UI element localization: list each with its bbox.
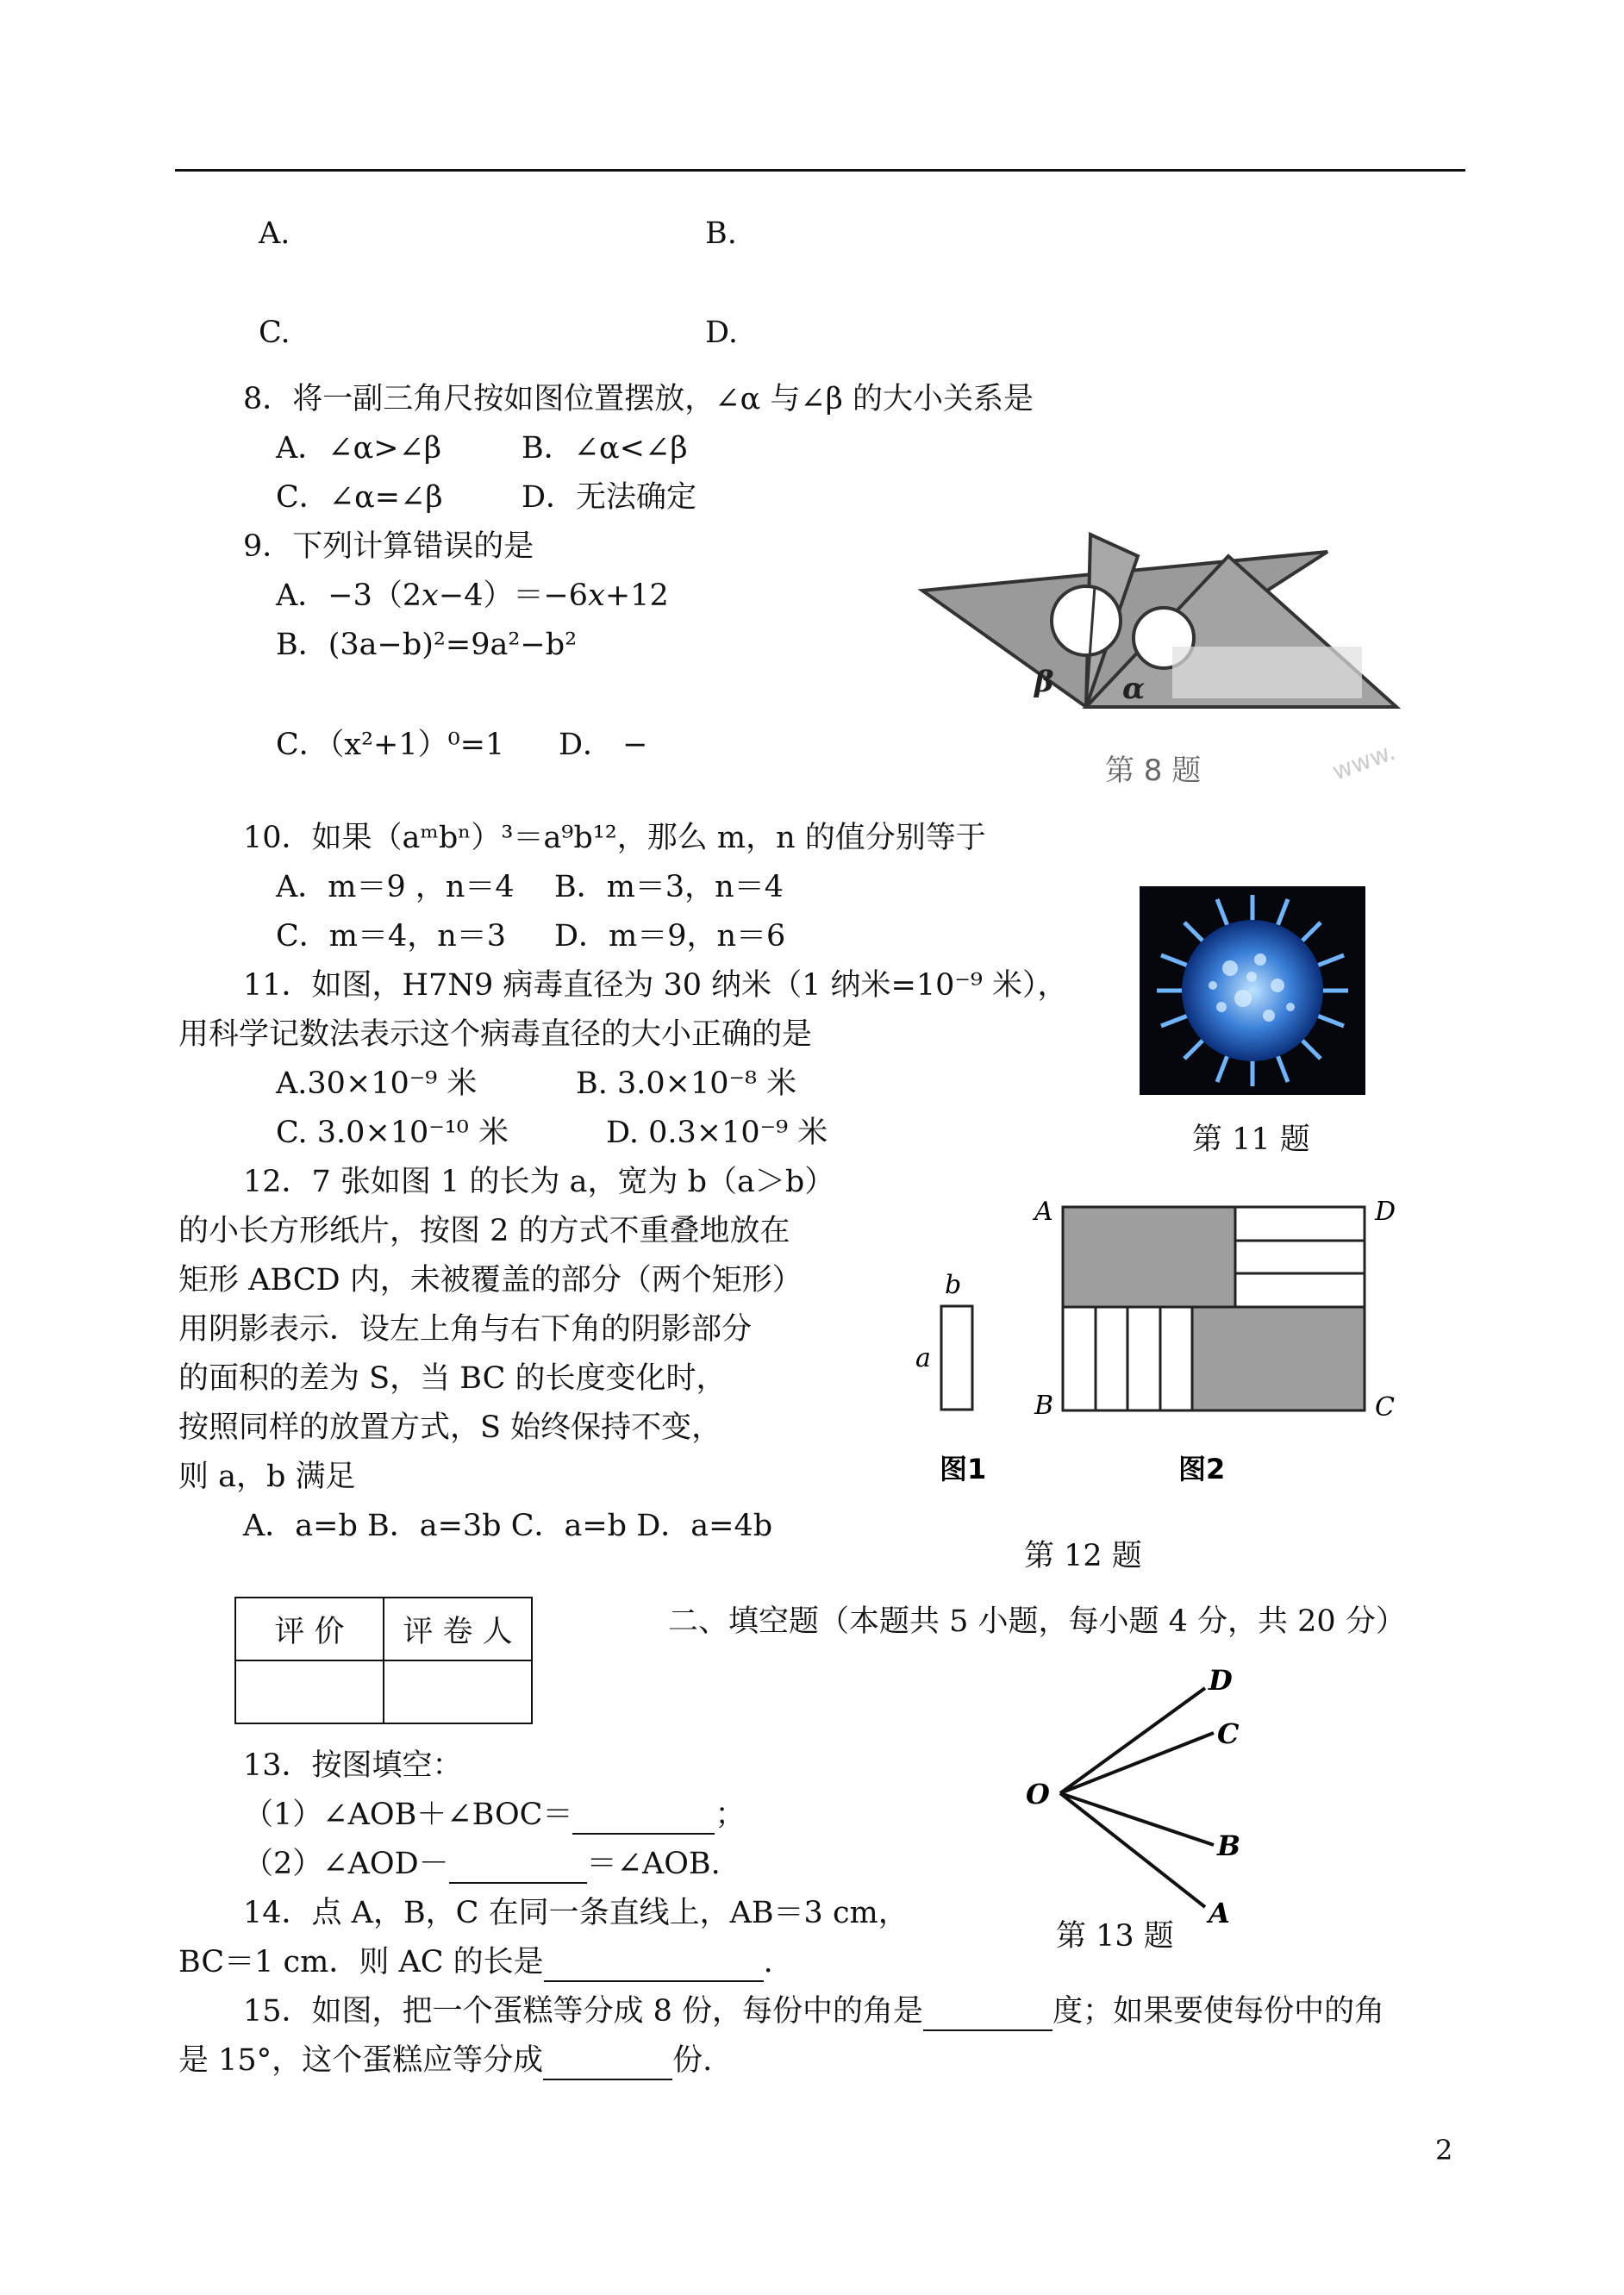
header-rule: [175, 169, 1465, 172]
q11-option-a: A.30×10⁻⁹ 米: [276, 1066, 478, 1101]
q12-fig1-rect: [941, 1306, 972, 1410]
q9-stem: 9．下列计算错误的是: [243, 529, 534, 564]
q14-line2: [178, 1944, 773, 1982]
q7-option-b: B.: [705, 216, 737, 251]
virus-body: [1182, 920, 1323, 1061]
q14-line2-end: .: [763, 1945, 773, 1979]
q15-line1-end: 度；如果要使每份中的角: [1052, 1994, 1385, 2029]
grading-table: [234, 1597, 533, 1724]
q12-fig1-a: a: [915, 1343, 931, 1373]
q9-a-tail: +12: [604, 578, 669, 613]
q8-hole-left: [1052, 586, 1121, 655]
q15-line2-text: 是 15°，这个蛋糕应等分成: [178, 2043, 544, 2078]
q9-a-var: x: [422, 578, 439, 613]
q12-line6: 按照同样的放置方式，S 始终保持不变，: [178, 1410, 722, 1445]
grading-header-score: 评 价: [235, 1598, 384, 1660]
q15-line2: [178, 2042, 712, 2080]
q13-part2-text: （2）∠AOD－: [243, 1847, 449, 1881]
q14-blank[interactable]: [544, 1944, 764, 1982]
q7-option-c: C.: [259, 316, 290, 350]
q12-line2: 的小长方形纸片，按图 2 的方式不重叠地放在: [178, 1214, 790, 1248]
q13-part1-end: ；: [715, 1798, 746, 1832]
q12-figures: [905, 1190, 1396, 1500]
q8-option-c: C．∠α=∠β: [276, 480, 443, 515]
q12-line1: 12．7 张如图 1 的长为 a，宽为 b（a＞b）: [243, 1165, 835, 1199]
q12-fig2-label-b: B: [1034, 1391, 1054, 1421]
grading-header-grader: 评 卷 人: [384, 1598, 532, 1660]
q9-a-var2: x: [588, 578, 605, 613]
q10-stem: 10．如果（aᵐbⁿ）³＝a⁹b¹²，那么 m，n 的值分别等于: [243, 821, 986, 855]
q11-caption: 第 11 题: [1192, 1122, 1310, 1157]
q9-a-part2: −4）＝−6: [438, 578, 589, 613]
q8-option-d: D．无法确定: [522, 480, 697, 515]
q12-caption: 第 12 题: [1024, 1539, 1142, 1573]
virus-image: [1140, 886, 1365, 1095]
q12-fig2-shade-bottomright: [1192, 1307, 1365, 1410]
q13-stem: 13．按图填空：: [243, 1748, 463, 1783]
q13-caption: 第 13 题: [1056, 1919, 1174, 1954]
grading-cell-score[interactable]: [235, 1660, 384, 1723]
q13-label-c: C: [1217, 1717, 1240, 1750]
q8-triangles-figure: [879, 491, 1448, 802]
q12-line7: 则 a，b 满足: [178, 1460, 356, 1494]
grading-cell-grader[interactable]: [384, 1660, 532, 1723]
q11-stem-line1: 11．如图，H7N9 病毒直径为 30 纳米（1 纳米=10⁻⁹ 米），: [243, 968, 1068, 1003]
q12-fig2-caption: 图2: [1178, 1453, 1226, 1485]
q13-rays-figure: [1017, 1664, 1276, 1931]
q13-blank-1[interactable]: [572, 1797, 715, 1835]
q10-option-d: D．m＝9，n＝6: [554, 919, 786, 954]
q15-blank-2[interactable]: [543, 2042, 672, 2080]
q13-label-o: O: [1026, 1778, 1050, 1810]
q7-option-d: D.: [705, 316, 738, 350]
q11-option-d: D. 0.3×10⁻⁹ 米: [606, 1116, 828, 1150]
q13-part1: [243, 1797, 745, 1835]
q15-blank-1[interactable]: [923, 1993, 1052, 2031]
q7-option-a: A.: [259, 216, 290, 251]
q12-fig2-label-a: A: [1034, 1197, 1053, 1227]
q13-part2: [243, 1846, 721, 1884]
q13-label-d: D: [1209, 1664, 1233, 1697]
q8-watermark-blot: [1172, 647, 1362, 698]
q9-a-part1: A．−3（2: [276, 578, 422, 613]
q12-fig2-label-c: C: [1375, 1392, 1395, 1423]
q12-fig2-label-d: D: [1375, 1197, 1396, 1227]
q8-stem: 8．将一副三角尺按如图位置摆放，∠α 与∠β 的大小关系是: [243, 382, 1034, 416]
q12-line3: 矩形 ABCD 内，未被覆盖的部分（两个矩形）: [178, 1263, 803, 1298]
q15-line1-text: 15．如图，把一个蛋糕等分成 8 份，每份中的角是: [243, 1994, 924, 2029]
q11-stem-line2: 用科学记数法表示这个病毒直径的大小正确的是: [178, 1017, 813, 1052]
page-number: 2: [1435, 2134, 1453, 2167]
section-2-heading: 二、填空题（本题共 5 小题，每小题 4 分，共 20 分）: [668, 1604, 1406, 1639]
q13-part2-end: ＝∠AOB.: [586, 1847, 721, 1881]
q8-option-b: B．∠α<∠β: [522, 431, 688, 466]
q8-alpha-label: α: [1122, 672, 1146, 706]
q8-caption: 第 8 题: [1105, 754, 1202, 788]
q14-line1: 14．点 A，B，C 在同一条直线上，AB＝3 cm，: [243, 1896, 909, 1930]
q12-fig1-b: b: [945, 1270, 962, 1300]
ray-oc: [1060, 1733, 1214, 1793]
q14-line2-text: BC＝1 cm．则 AC 的长是: [178, 1945, 544, 1979]
q9-option-d: D． −: [559, 728, 648, 762]
q8-watermark-text: www.: [1328, 736, 1399, 786]
q10-option-c: C．m＝4，n＝3: [276, 919, 507, 954]
q12-line5: 的面积的差为 S，当 BC 的长度变化时，: [178, 1361, 727, 1396]
q12-options: A．a=b B．a=3b C．a=b D．a=4b: [243, 1509, 773, 1543]
q13-part1-text: （1）∠AOB＋∠BOC＝: [243, 1798, 573, 1832]
q12-line4: 用阴影表示．设左上角与右下角的阴影部分: [178, 1312, 753, 1347]
q15-line1: [243, 1993, 1384, 2031]
q8-beta-label: β: [1034, 665, 1054, 699]
q9-option-b: B．(3a−b)²=9a²−b²: [276, 628, 578, 662]
q13-label-b: B: [1217, 1829, 1241, 1862]
ray-oa: [1060, 1793, 1205, 1907]
ray-ob: [1060, 1793, 1214, 1845]
q11-option-b: B. 3.0×10⁻⁸ 米: [576, 1066, 797, 1101]
q9-option-a: [276, 578, 669, 614]
q11-option-c: C. 3.0×10⁻¹⁰ 米: [276, 1116, 509, 1150]
q8-option-a: A．∠α>∠β: [276, 431, 442, 466]
q13-label-a: A: [1209, 1897, 1230, 1929]
q10-option-a: A．m＝9 ，n＝4: [276, 870, 515, 904]
q12-fig1-caption: 图1: [940, 1453, 987, 1485]
q15-line2-end: 份.: [672, 2043, 713, 2078]
q12-fig2-shade-topleft: [1063, 1207, 1235, 1307]
ray-od: [1060, 1688, 1205, 1793]
q10-option-b: B．m＝3，n＝4: [554, 870, 784, 904]
q9-option-c: C．（x²+1）⁰=1: [276, 728, 505, 762]
q13-blank-2[interactable]: [449, 1846, 587, 1884]
